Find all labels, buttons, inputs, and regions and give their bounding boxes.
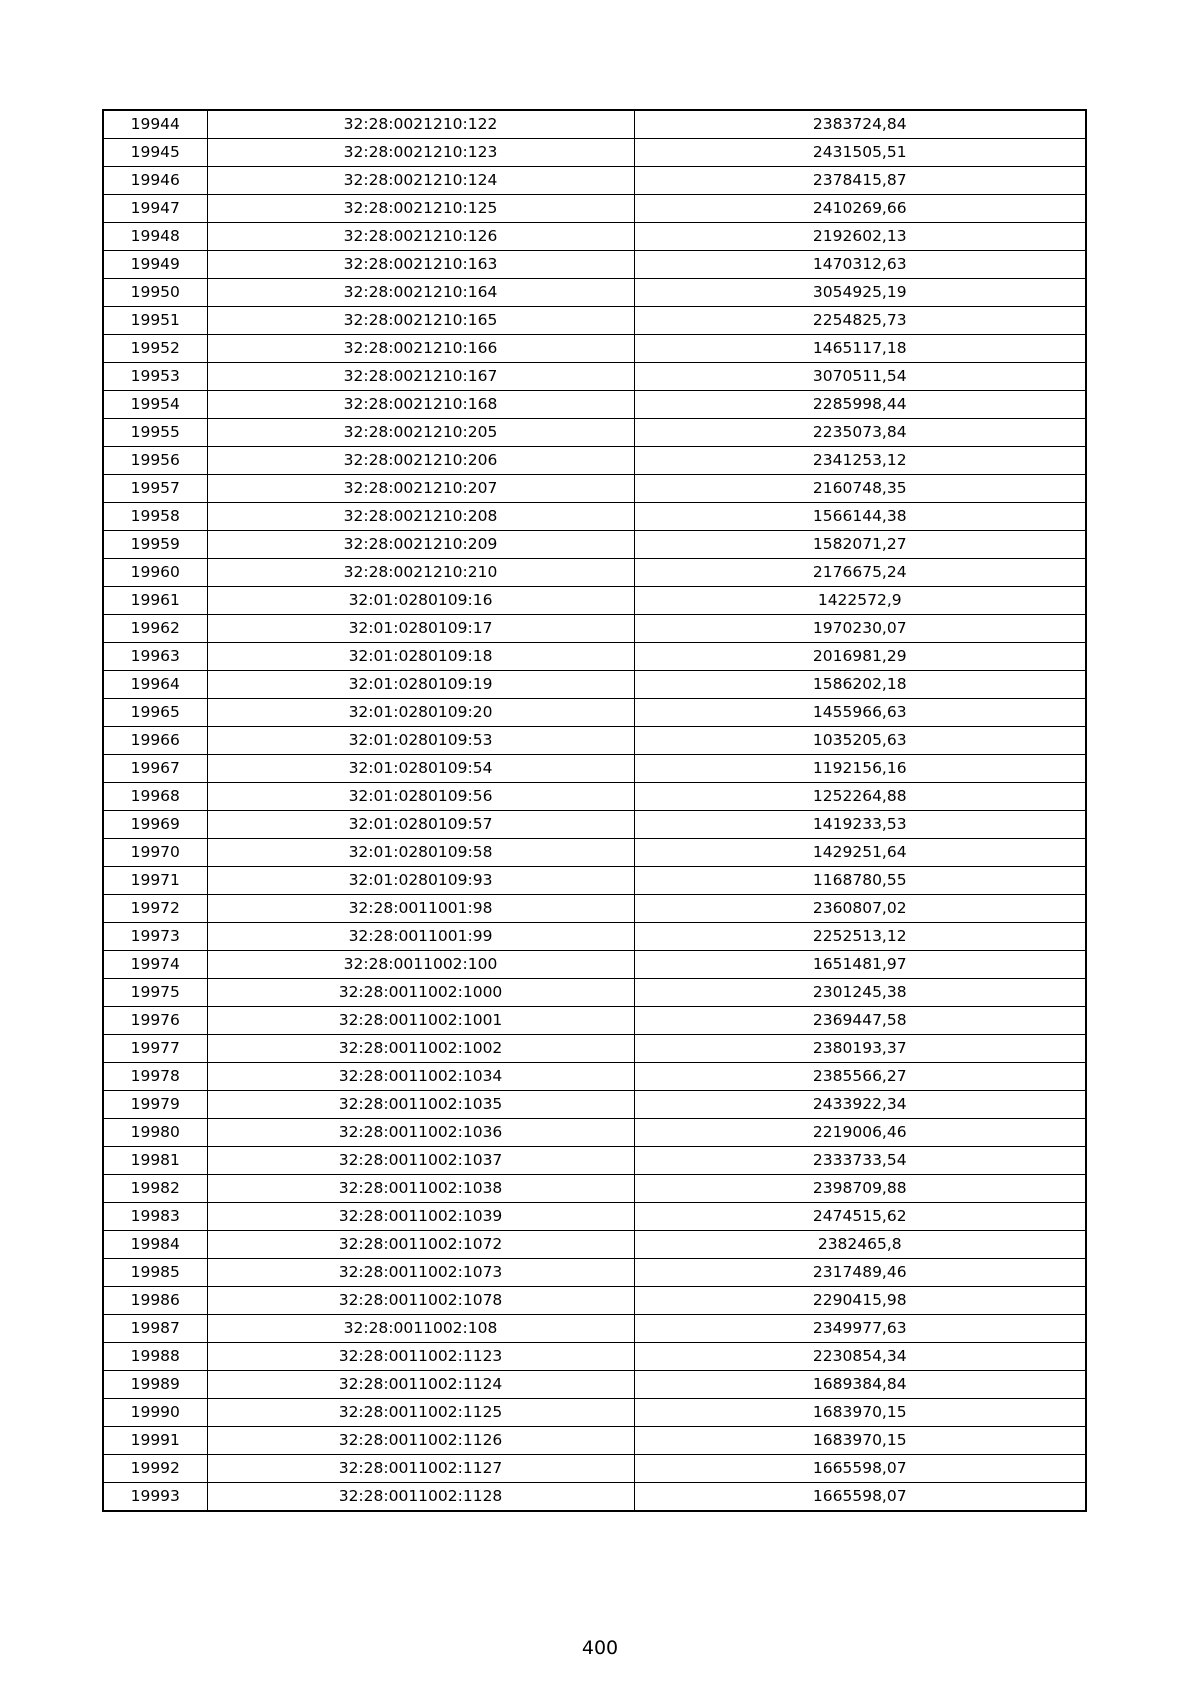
row-number-cell: 19952 <box>103 335 207 363</box>
value-cell: 1455966,63 <box>634 699 1086 727</box>
value-cell: 2385566,27 <box>634 1063 1086 1091</box>
value-cell: 2433922,34 <box>634 1091 1086 1119</box>
row-number-cell: 19974 <box>103 951 207 979</box>
cadastral-number-cell: 32:28:0021210:166 <box>207 335 634 363</box>
row-number-cell: 19966 <box>103 727 207 755</box>
cadastral-number-cell: 32:01:0280109:20 <box>207 699 634 727</box>
value-cell: 2230854,34 <box>634 1343 1086 1371</box>
value-cell: 1168780,55 <box>634 867 1086 895</box>
cadastral-number-cell: 32:28:0021210:122 <box>207 110 634 139</box>
cadastral-number-cell: 32:28:0021210:209 <box>207 531 634 559</box>
table-row <box>103 307 1086 335</box>
row-number-cell: 19972 <box>103 895 207 923</box>
table-row <box>103 1315 1086 1343</box>
table-row <box>103 363 1086 391</box>
row-number-cell: 19945 <box>103 139 207 167</box>
row-number-cell: 19993 <box>103 1483 207 1512</box>
cadastral-number-cell: 32:01:0280109:54 <box>207 755 634 783</box>
table-row <box>103 979 1086 1007</box>
table-row <box>103 1007 1086 1035</box>
row-number-cell: 19953 <box>103 363 207 391</box>
table-row <box>103 1343 1086 1371</box>
value-cell: 2235073,84 <box>634 419 1086 447</box>
row-number-cell: 19973 <box>103 923 207 951</box>
row-number-cell: 19951 <box>103 307 207 335</box>
value-cell: 1683970,15 <box>634 1427 1086 1455</box>
cadastral-number-cell: 32:28:0011002:1073 <box>207 1259 634 1287</box>
value-cell: 3070511,54 <box>634 363 1086 391</box>
table-row <box>103 643 1086 671</box>
cadastral-number-cell: 32:28:0011002:1034 <box>207 1063 634 1091</box>
table-row <box>103 1175 1086 1203</box>
row-number-cell: 19991 <box>103 1427 207 1455</box>
row-number-cell: 19956 <box>103 447 207 475</box>
cadastral-number-cell: 32:28:0021210:125 <box>207 195 634 223</box>
value-cell: 1582071,27 <box>634 531 1086 559</box>
cadastral-number-cell: 32:28:0011001:98 <box>207 895 634 923</box>
cadastral-number-cell: 32:28:0011002:1001 <box>207 1007 634 1035</box>
table-row <box>103 1455 1086 1483</box>
table-row <box>103 699 1086 727</box>
value-cell: 2254825,73 <box>634 307 1086 335</box>
cadastral-number-cell: 32:28:0021210:205 <box>207 419 634 447</box>
cadastral-number-cell: 32:28:0021210:210 <box>207 559 634 587</box>
row-number-cell: 19989 <box>103 1371 207 1399</box>
cadastral-number-cell: 32:28:0021210:167 <box>207 363 634 391</box>
value-cell: 1470312,63 <box>634 251 1086 279</box>
cadastral-number-cell: 32:28:0011002:1123 <box>207 1343 634 1371</box>
row-number-cell: 19992 <box>103 1455 207 1483</box>
value-cell: 2160748,35 <box>634 475 1086 503</box>
value-cell: 3054925,19 <box>634 279 1086 307</box>
value-cell: 2369447,58 <box>634 1007 1086 1035</box>
value-cell: 2341253,12 <box>634 447 1086 475</box>
cadastral-number-cell: 32:28:0021210:168 <box>207 391 634 419</box>
row-number-cell: 19944 <box>103 110 207 139</box>
cadastral-number-cell: 32:28:0021210:163 <box>207 251 634 279</box>
page-number: 400 <box>581 1637 619 1659</box>
cadastral-number-cell: 32:28:0011002:1124 <box>207 1371 634 1399</box>
value-cell: 2431505,51 <box>634 139 1086 167</box>
value-cell: 2383724,84 <box>634 110 1086 139</box>
cadastral-number-cell: 32:28:0011002:1125 <box>207 1399 634 1427</box>
value-cell: 1683970,15 <box>634 1399 1086 1427</box>
cadastral-number-cell: 32:28:0021210:207 <box>207 475 634 503</box>
row-number-cell: 19948 <box>103 223 207 251</box>
row-number-cell: 19968 <box>103 783 207 811</box>
table-row <box>103 895 1086 923</box>
value-cell: 1429251,64 <box>634 839 1086 867</box>
value-cell: 1035205,63 <box>634 727 1086 755</box>
row-number-cell: 19976 <box>103 1007 207 1035</box>
table-body <box>103 110 1086 1511</box>
table-row <box>103 1427 1086 1455</box>
cadastral-number-cell: 32:28:0011002:1072 <box>207 1231 634 1259</box>
table-row <box>103 531 1086 559</box>
value-cell: 2317489,46 <box>634 1259 1086 1287</box>
value-cell: 2301245,38 <box>634 979 1086 1007</box>
table-row <box>103 1147 1086 1175</box>
value-cell: 2176675,24 <box>634 559 1086 587</box>
table-row <box>103 1399 1086 1427</box>
cadastral-number-cell: 32:01:0280109:19 <box>207 671 634 699</box>
row-number-cell: 19965 <box>103 699 207 727</box>
cadastral-number-cell: 32:01:0280109:58 <box>207 839 634 867</box>
row-number-cell: 19957 <box>103 475 207 503</box>
cadastral-number-cell: 32:01:0280109:56 <box>207 783 634 811</box>
table-row <box>103 1035 1086 1063</box>
table-row <box>103 419 1086 447</box>
cadastral-number-cell: 32:28:0011002:1039 <box>207 1203 634 1231</box>
cadastral-number-cell: 32:01:0280109:53 <box>207 727 634 755</box>
cadastral-number-cell: 32:28:0021210:206 <box>207 447 634 475</box>
value-cell: 2410269,66 <box>634 195 1086 223</box>
cadastral-number-cell: 32:01:0280109:16 <box>207 587 634 615</box>
cadastral-number-cell: 32:28:0011001:99 <box>207 923 634 951</box>
table-row <box>103 1091 1086 1119</box>
table-row <box>103 923 1086 951</box>
value-cell: 1192156,16 <box>634 755 1086 783</box>
table-row <box>103 1259 1086 1287</box>
row-number-cell: 19977 <box>103 1035 207 1063</box>
table-row <box>103 587 1086 615</box>
row-number-cell: 19986 <box>103 1287 207 1315</box>
table-row <box>103 475 1086 503</box>
value-cell: 2474515,62 <box>634 1203 1086 1231</box>
value-cell: 2333733,54 <box>634 1147 1086 1175</box>
row-number-cell: 19984 <box>103 1231 207 1259</box>
row-number-cell: 19983 <box>103 1203 207 1231</box>
row-number-cell: 19990 <box>103 1399 207 1427</box>
table-row <box>103 391 1086 419</box>
cadastral-number-cell: 32:28:0011002:1037 <box>207 1147 634 1175</box>
table-row <box>103 783 1086 811</box>
table-row <box>103 1371 1086 1399</box>
table-row <box>103 559 1086 587</box>
cadastral-number-cell: 32:28:0011002:108 <box>207 1315 634 1343</box>
table-row <box>103 447 1086 475</box>
cadastral-number-cell: 32:28:0011002:1128 <box>207 1483 634 1512</box>
row-number-cell: 19962 <box>103 615 207 643</box>
table-row <box>103 951 1086 979</box>
cadastral-number-cell: 32:28:0021210:126 <box>207 223 634 251</box>
table-row <box>103 110 1086 139</box>
cadastral-number-cell: 32:28:0021210:123 <box>207 139 634 167</box>
value-cell: 1651481,97 <box>634 951 1086 979</box>
value-cell: 1252264,88 <box>634 783 1086 811</box>
value-cell: 2398709,88 <box>634 1175 1086 1203</box>
cadastral-number-cell: 32:28:0011002:1127 <box>207 1455 634 1483</box>
row-number-cell: 19967 <box>103 755 207 783</box>
row-number-cell: 19975 <box>103 979 207 1007</box>
cadastral-number-cell: 32:01:0280109:17 <box>207 615 634 643</box>
row-number-cell: 19978 <box>103 1063 207 1091</box>
cadastral-value-table <box>102 109 1087 1512</box>
value-cell: 1566144,38 <box>634 503 1086 531</box>
row-number-cell: 19982 <box>103 1175 207 1203</box>
cadastral-number-cell: 32:01:0280109:93 <box>207 867 634 895</box>
value-cell: 2380193,37 <box>634 1035 1086 1063</box>
row-number-cell: 19980 <box>103 1119 207 1147</box>
value-cell: 2290415,98 <box>634 1287 1086 1315</box>
cadastral-number-cell: 32:01:0280109:57 <box>207 811 634 839</box>
value-cell: 2192602,13 <box>634 223 1086 251</box>
table-row <box>103 195 1086 223</box>
row-number-cell: 19955 <box>103 419 207 447</box>
row-number-cell: 19971 <box>103 867 207 895</box>
table-row <box>103 671 1086 699</box>
row-number-cell: 19964 <box>103 671 207 699</box>
cadastral-number-cell: 32:28:0011002:1038 <box>207 1175 634 1203</box>
row-number-cell: 19960 <box>103 559 207 587</box>
row-number-cell: 19954 <box>103 391 207 419</box>
table-row <box>103 279 1086 307</box>
table-row <box>103 839 1086 867</box>
table-row <box>103 867 1086 895</box>
row-number-cell: 19981 <box>103 1147 207 1175</box>
row-number-cell: 19959 <box>103 531 207 559</box>
value-cell: 2378415,87 <box>634 167 1086 195</box>
cadastral-number-cell: 32:28:0011002:1126 <box>207 1427 634 1455</box>
table-row <box>103 1203 1086 1231</box>
value-cell: 2349977,63 <box>634 1315 1086 1343</box>
value-cell: 1970230,07 <box>634 615 1086 643</box>
row-number-cell: 19985 <box>103 1259 207 1287</box>
row-number-cell: 19970 <box>103 839 207 867</box>
row-number-cell: 19969 <box>103 811 207 839</box>
value-cell: 1586202,18 <box>634 671 1086 699</box>
cadastral-number-cell: 32:28:0011002:1078 <box>207 1287 634 1315</box>
value-cell: 1465117,18 <box>634 335 1086 363</box>
cadastral-number-cell: 32:28:0011002:1035 <box>207 1091 634 1119</box>
row-number-cell: 19949 <box>103 251 207 279</box>
cadastral-number-cell: 32:28:0011002:100 <box>207 951 634 979</box>
row-number-cell: 19947 <box>103 195 207 223</box>
cadastral-number-cell: 32:28:0021210:124 <box>207 167 634 195</box>
row-number-cell: 19946 <box>103 167 207 195</box>
table-row <box>103 139 1086 167</box>
row-number-cell: 19988 <box>103 1343 207 1371</box>
table-row <box>103 167 1086 195</box>
value-cell: 2252513,12 <box>634 923 1086 951</box>
value-cell: 1422572,9 <box>634 587 1086 615</box>
table-row <box>103 335 1086 363</box>
value-cell: 2285998,44 <box>634 391 1086 419</box>
cadastral-number-cell: 32:28:0011002:1002 <box>207 1035 634 1063</box>
table-row <box>103 1483 1086 1512</box>
table-row <box>103 1231 1086 1259</box>
value-cell: 1419233,53 <box>634 811 1086 839</box>
cadastral-number-cell: 32:01:0280109:18 <box>207 643 634 671</box>
table-row <box>103 1287 1086 1315</box>
value-cell: 2382465,8 <box>634 1231 1086 1259</box>
row-number-cell: 19961 <box>103 587 207 615</box>
row-number-cell: 19950 <box>103 279 207 307</box>
table-row <box>103 755 1086 783</box>
table-row <box>103 223 1086 251</box>
row-number-cell: 19979 <box>103 1091 207 1119</box>
table-row <box>103 615 1086 643</box>
table-row <box>103 811 1086 839</box>
value-cell: 1689384,84 <box>634 1371 1086 1399</box>
cadastral-number-cell: 32:28:0021210:164 <box>207 279 634 307</box>
table-row <box>103 1119 1086 1147</box>
table-row <box>103 251 1086 279</box>
value-cell: 2219006,46 <box>634 1119 1086 1147</box>
table-row <box>103 727 1086 755</box>
row-number-cell: 19963 <box>103 643 207 671</box>
table-row <box>103 503 1086 531</box>
value-cell: 2016981,29 <box>634 643 1086 671</box>
row-number-cell: 19958 <box>103 503 207 531</box>
cadastral-number-cell: 32:28:0021210:165 <box>207 307 634 335</box>
value-cell: 2360807,02 <box>634 895 1086 923</box>
table-row <box>103 1063 1086 1091</box>
cadastral-number-cell: 32:28:0021210:208 <box>207 503 634 531</box>
row-number-cell: 19987 <box>103 1315 207 1343</box>
cadastral-number-cell: 32:28:0011002:1036 <box>207 1119 634 1147</box>
cadastral-number-cell: 32:28:0011002:1000 <box>207 979 634 1007</box>
value-cell: 1665598,07 <box>634 1483 1086 1512</box>
value-cell: 1665598,07 <box>634 1455 1086 1483</box>
